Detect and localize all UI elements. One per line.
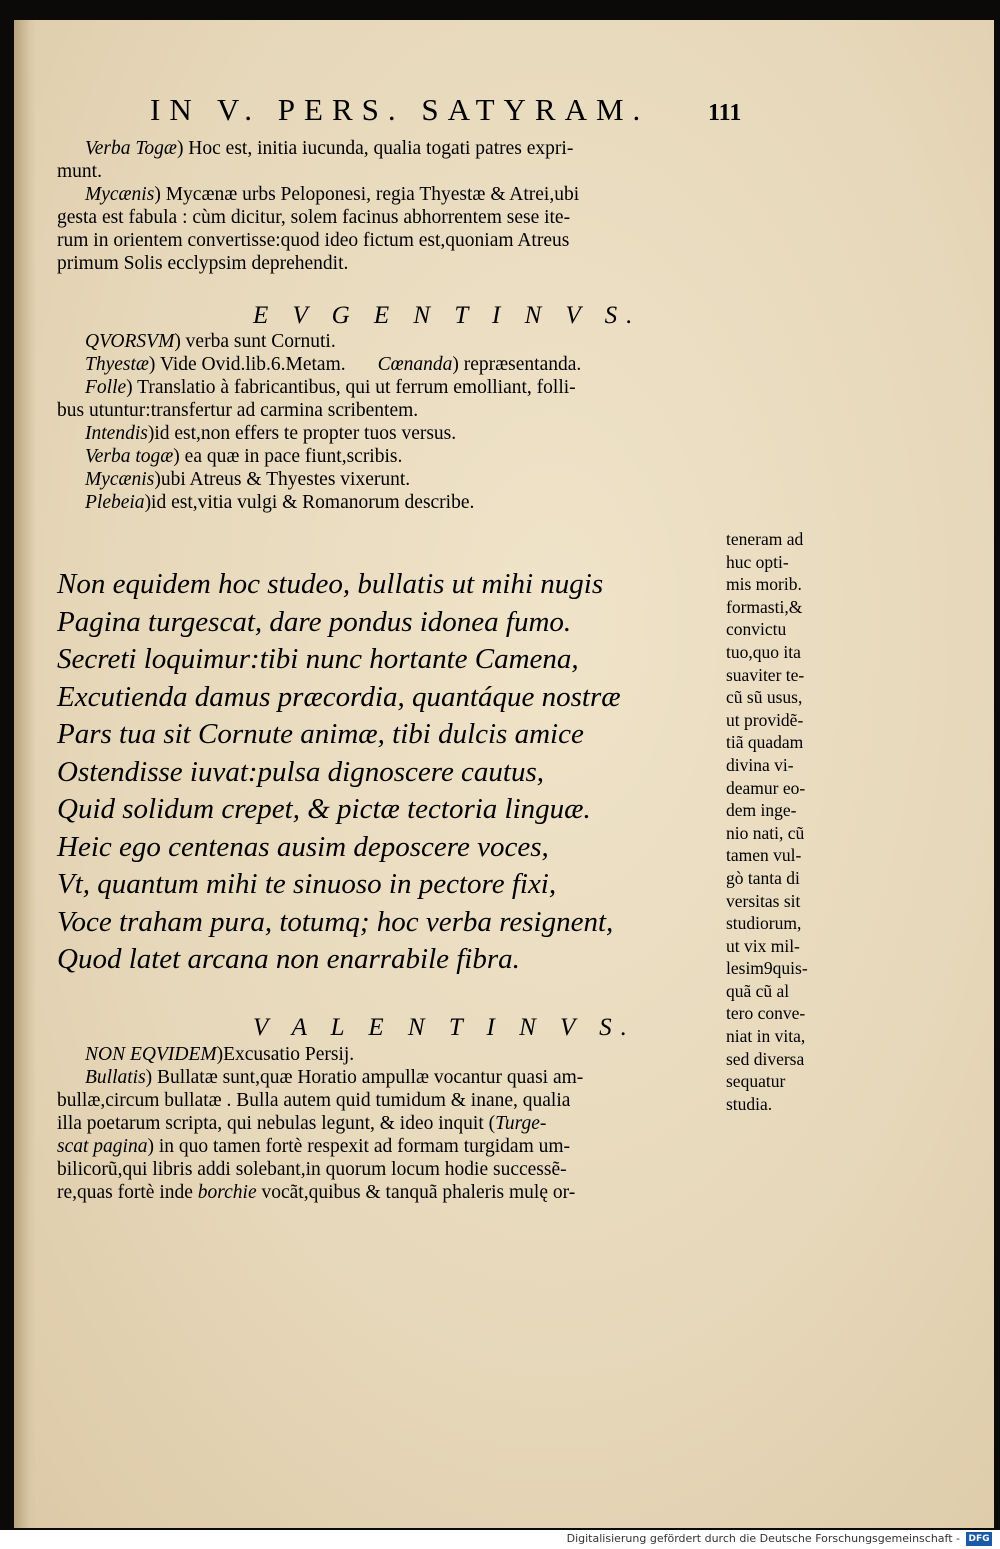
gloss: ) Bullatæ sunt,quæ Horatio ampullæ vocantur quasi am-	[145, 1067, 584, 1088]
marginal-line: lesim9quis-	[726, 958, 808, 979]
section-heading-eugentinus: E V G E N T I N V S.	[253, 302, 642, 329]
text-line	[57, 1112, 737, 1135]
text-line	[85, 353, 765, 376]
marginal-line: formasti,&	[726, 596, 803, 617]
lemma: Bullatis	[85, 1067, 146, 1088]
gloss: ) Hoc est, initia iucunda, qualia togati patres expri-	[176, 138, 574, 159]
lemma: Verba Togæ	[85, 138, 177, 159]
lemma: borchie	[197, 1182, 257, 1203]
text-line	[85, 468, 765, 491]
verse-line: Ostendisse iuvat:pulsa dignoscere cautus,	[57, 755, 545, 788]
gloss: ) in quo tamen fortè respexit ad formam turgidam um-	[147, 1136, 571, 1157]
marginal-line: tero conve-	[726, 1003, 806, 1024]
gloss: ) Translatio à fabricantibus, qui ut ferrum emolliant, folli-	[126, 377, 576, 398]
marginal-line: convictu	[726, 619, 787, 640]
text-line	[57, 160, 737, 183]
marginal-line: ut providẽ-	[726, 709, 804, 730]
gloss: bus utuntur:transfertur ad carmina scribentem.	[57, 400, 419, 421]
text-line	[57, 1066, 737, 1089]
top-commentary	[57, 137, 737, 275]
text-line	[57, 1135, 737, 1158]
page-number: 111	[708, 100, 742, 126]
text-line	[57, 206, 737, 229]
lemma: QVORSVM	[85, 331, 175, 352]
gloss: bullæ,circum bullatæ . Bulla autem quid tumidum & inane, qualia	[57, 1090, 571, 1111]
marginal-line: niat in vita,	[726, 1026, 806, 1047]
text-line	[85, 445, 765, 468]
gloss: gesta est fabula : cùm dicitur, solem facinus abhorrentem sese ite-	[57, 207, 571, 228]
marginal-line: ut vix mil-	[726, 935, 800, 956]
text-line	[57, 229, 737, 252]
lemma: scat pagina	[57, 1136, 148, 1157]
gloss: primum Solis ecclypsim deprehendit.	[57, 253, 349, 274]
lemma: Thyestæ	[85, 354, 149, 375]
text-line	[57, 252, 737, 275]
marginal-line: sequatur	[726, 1071, 786, 1092]
verse-line: Non equidem hoc studeo, bullatis ut mihi nugis	[57, 568, 604, 600]
text-line	[57, 1043, 737, 1066]
marginal-line: huc opti-	[726, 551, 789, 572]
marginal-line: versitas sit	[726, 890, 801, 911]
text-line	[57, 399, 765, 422]
marginal-line: sed diversa	[726, 1048, 805, 1069]
text-line	[57, 1181, 737, 1204]
verse-line: Secreti loquimur:tibi nunc hortante Camena,	[57, 643, 579, 675]
lemma: Verba togæ	[85, 446, 174, 467]
verse-line: Pagina turgescat, dare pondus idonea fumo.	[57, 605, 572, 638]
text-line	[85, 376, 765, 399]
lemma: Folle	[85, 377, 127, 398]
lemma: Cœnanda	[377, 354, 453, 375]
marginal-note	[726, 528, 838, 1115]
marginal-line: divina vi-	[726, 754, 794, 775]
page-gutter-shadow	[14, 20, 36, 1528]
text-line	[57, 1089, 737, 1112]
verse-line: Vt, quantum mihi te sinuoso in pectore fixi,	[57, 868, 557, 900]
text-line	[85, 330, 765, 353]
marginal-line: gò tanta di	[726, 867, 800, 888]
running-title: IN V. PERS. SATYRAM.	[150, 92, 650, 127]
marginal-line: teneram ad	[726, 529, 804, 549]
gloss: rum in orientem convertisse:quod ideo fictum est,quoniam Atreus	[57, 230, 570, 251]
lemma: Mycænis	[85, 469, 155, 490]
lemma: Intendis	[85, 423, 148, 444]
marginal-line: studia.	[726, 1093, 773, 1114]
marginal-line: tamen vul-	[726, 845, 802, 866]
text-line	[85, 491, 765, 514]
marginal-line: cũ sũ usus,	[726, 687, 803, 708]
footer-credit: Digitalisierung gefördert durch die Deutsche Forschungsgemeinschaft -	[566, 1532, 960, 1545]
section-heading-valentinus: V A L E N T I N V S.	[253, 1014, 636, 1041]
verse-line: Voce traham pura, totumq; hoc verba resignent,	[57, 905, 614, 938]
verse-text	[57, 566, 717, 979]
marginal-line: nio nati, cũ	[726, 822, 805, 843]
marginal-line: studiorum,	[726, 913, 802, 934]
marginal-line: dem inge-	[726, 800, 797, 821]
gloss: vocãt,quibus & tanquã phaleris mulę or-	[256, 1182, 576, 1203]
gloss: )id est,non effers te propter tuos versus.	[147, 423, 457, 444]
gloss: ) repræsentanda.	[452, 354, 582, 375]
gloss: ) verba sunt Cornuti.	[174, 331, 336, 352]
dfg-logo: DFG	[966, 1532, 992, 1546]
text-line	[85, 422, 765, 445]
gloss: )Excusatio Persij.	[216, 1044, 355, 1065]
marginal-line: suaviter te-	[726, 664, 805, 685]
marginal-line: quã cũ al	[726, 980, 790, 1001]
valentinus-notes	[57, 1043, 737, 1204]
lemma: Plebeia	[85, 492, 145, 513]
gloss: re,quas fortè inde	[57, 1182, 198, 1203]
verse-line: Pars tua sit Cornute animæ, tibi dulcis amice	[57, 718, 584, 750]
marginal-line: deamur eo-	[726, 777, 806, 798]
lemma: Mycænis	[85, 184, 155, 205]
verse-line: Quod latet arcana non enarrabile fibra.	[57, 943, 520, 975]
marginal-line: mis morib.	[726, 574, 802, 595]
gloss: )id est,vitia vulgi & Romanorum describe.	[144, 492, 475, 513]
verse-line: Excutienda damus præcordia, quantáque nostræ	[57, 680, 621, 713]
lemma: Turge-	[495, 1113, 547, 1134]
text-line	[57, 183, 737, 206]
gloss: munt.	[57, 161, 102, 182]
verse-line: Heic ego centenas ausim deposcere voces,	[57, 830, 549, 863]
text-line	[57, 1158, 737, 1181]
lemma: NON EQVIDEM	[85, 1044, 217, 1065]
gloss: ) ea quæ in pace fiunt,scribis.	[173, 446, 403, 467]
gloss: )ubi Atreus & Thyestes vixerunt.	[154, 469, 411, 490]
text-line	[57, 137, 737, 160]
gloss: bilicorũ,qui libris addi solebant,in quorum locum hodie successẽ-	[57, 1159, 567, 1180]
marginal-line: tuo,quo ita	[726, 641, 801, 662]
marginal-line: tiã quadam	[726, 732, 804, 753]
gloss: ) Mycænæ urbs Peloponesi, regia Thyestæ & Atrei,ubi	[154, 184, 580, 205]
gloss: illa poetarum scripta, qui nebulas legunt, & ideo inquit (	[57, 1113, 496, 1134]
eugentinus-notes	[57, 330, 765, 514]
gloss: ) Vide Ovid.lib.6.Metam.	[148, 354, 346, 375]
verse-line: Quid solidum crepet, & pictæ tectoria linguæ.	[57, 793, 591, 825]
